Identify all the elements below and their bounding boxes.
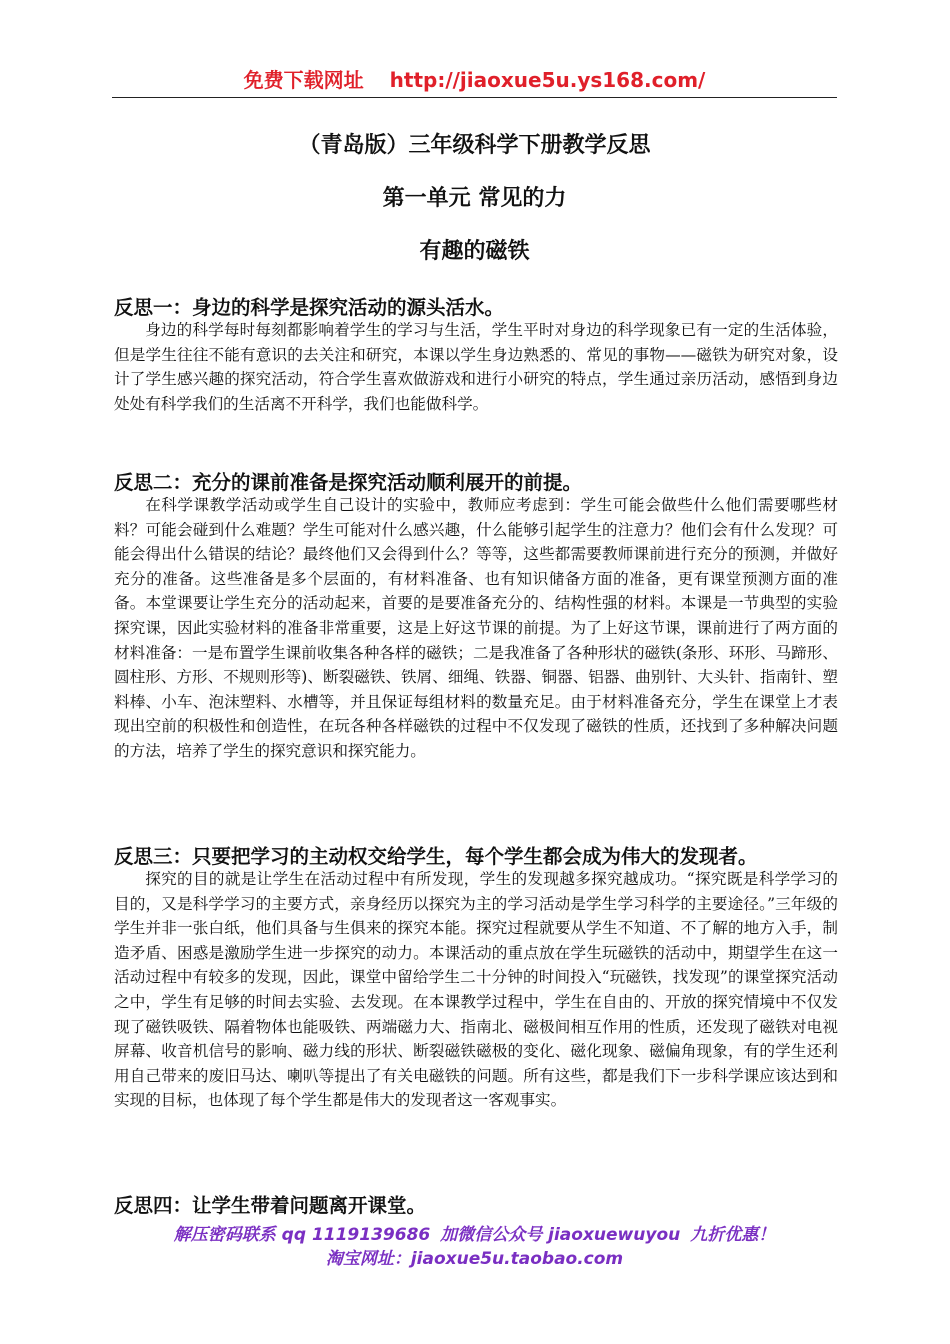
header-divider	[112, 97, 837, 98]
section-body-2: 在科学课教学活动或学生自己设计的实验中，教师应考虑到：学生可能会做些什么他们需要哪些材料？可能会碰到什么难题？学生可能对什么感兴趣，什么能够引起学生的注意力？他们会有什么发现？可能会得出什么错误的结论？最终他们又会得到什么？等等，这些都需要教师课前进行充分的预测，并做好充分的准备。这些准备是多个层面的，有材料准备、也有知识储备方面的准备，更有课堂预测方面的准备。本堂课要让学生充分的活动起来，首要的是要准备充分的、结构性强的材料。本课是一节典型的实验探究课，因此实验材料的准备非常重要，这是上好这节课的前提。为了上好这节课，课前进行了两方面的材料准备：一是布置学生课前收集各种各样的磁铁；二是我准备了各种形状的磁铁(条形、环形、马蹄形、圆柱形、方形、不规则形等)、断裂磁铁、铁屑、细绳、铁器、铜器、铝器、曲别针、大头针、指南针、塑料棒、小车、泡沫塑料、水槽等，并且保证每组材料的数量充足。由于材料准备充分，学生在课堂上才表现出空前的积极性和创造性，在玩各种各样磁铁的过程中不仅发现了磁铁的性质，还找到了多种解决问题的方法，培养了学生的探究意识和探究能力。	[114, 496, 838, 760]
footer-contact: 解压密码联系 qq 1119139686	[173, 1225, 431, 1245]
section-heading-1: 反思一：身边的科学是探究活动的源头活水。	[114, 296, 505, 319]
section-heading-2: 反思二：充分的课前准备是探究活动顺利展开的前提。	[114, 471, 583, 494]
document-title: （青岛版）三年级科学下册教学反思	[298, 133, 651, 158]
lesson-title: 有趣的磁铁	[419, 239, 530, 264]
footer-taobao-link[interactable]: 淘宝网址：jiaoxue5u.taobao.com	[325, 1249, 624, 1269]
section-body-1: 身边的科学每时每刻都影响着学生的学习与生活，学生平时对身边的科学现象已有一定的生活体验，但是学生往往不能有意识的去关注和研究，本课以学生身边熟悉的、常见的事物——磁铁为研究对象，设计了学生感兴趣的探究活动，符合学生喜欢做游戏和进行小研究的特点，学生通过亲历活动，感悟到身边处处有科学我们的生活离不开科学，我们也能做科学。	[114, 321, 838, 413]
section-heading-3: 反思三：只要把学习的主动权交给学生，每个学生都会成为伟大的发现者。	[114, 845, 758, 868]
footer-discount: 九折优惠！	[690, 1225, 776, 1245]
unit-title: 第一单元 常见的力	[382, 186, 567, 211]
section-heading-4: 反思四：让学生带着问题离开课堂。	[114, 1194, 427, 1217]
page-header	[112, 64, 837, 93]
footer-contact-line	[112, 1220, 837, 1245]
header-url-link[interactable]: http://jiaoxue5u.ys168.com/	[389, 68, 706, 92]
section-body-3: 探究的目的就是让学生在活动过程中有所发现，学生的发现越多探究越成功。“探究既是科学学习的目的，又是科学学习的主要方式，亲身经历以探究为主的学习活动是学生学习科学的主要途径。”三年级的学生并非一张白纸，他们具备与生俱来的探究本能。探究过程就要从学生不知道、不了解的地方入手，制造矛盾、困惑是激励学生进一步探究的动力。本课活动的重点放在学生玩磁铁的活动中，期望学生在这一活动过程中有较多的发现，因此，课堂中留给学生二十分钟的时间投入“玩磁铁，找发现”的课堂探究活动之中，学生有足够的时间去实验、去发现。在本课教学过程中，学生在自由的、开放的探究情境中不仅发现了磁铁吸铁、隔着物体也能吸铁、两端磁力大、指南北、磁极间相互作用的性质，还发现了磁铁对电视屏幕、收音机信号的影响、磁力线的形状、断裂磁铁磁极的变化、磁化现象、磁偏角现象，有的学生还利用自己带来的废旧马达、喇叭等提出了有关电磁铁的问题。所有这些，都是我们下一步科学课应该达到和实现的目标，也体现了每个学生都是伟大的发现者这一客观事实。	[114, 870, 838, 1110]
header-label: 免费下载网址	[243, 68, 364, 92]
footer-wechat: 加微信公众号 jiaoxuewuyou	[440, 1225, 681, 1245]
